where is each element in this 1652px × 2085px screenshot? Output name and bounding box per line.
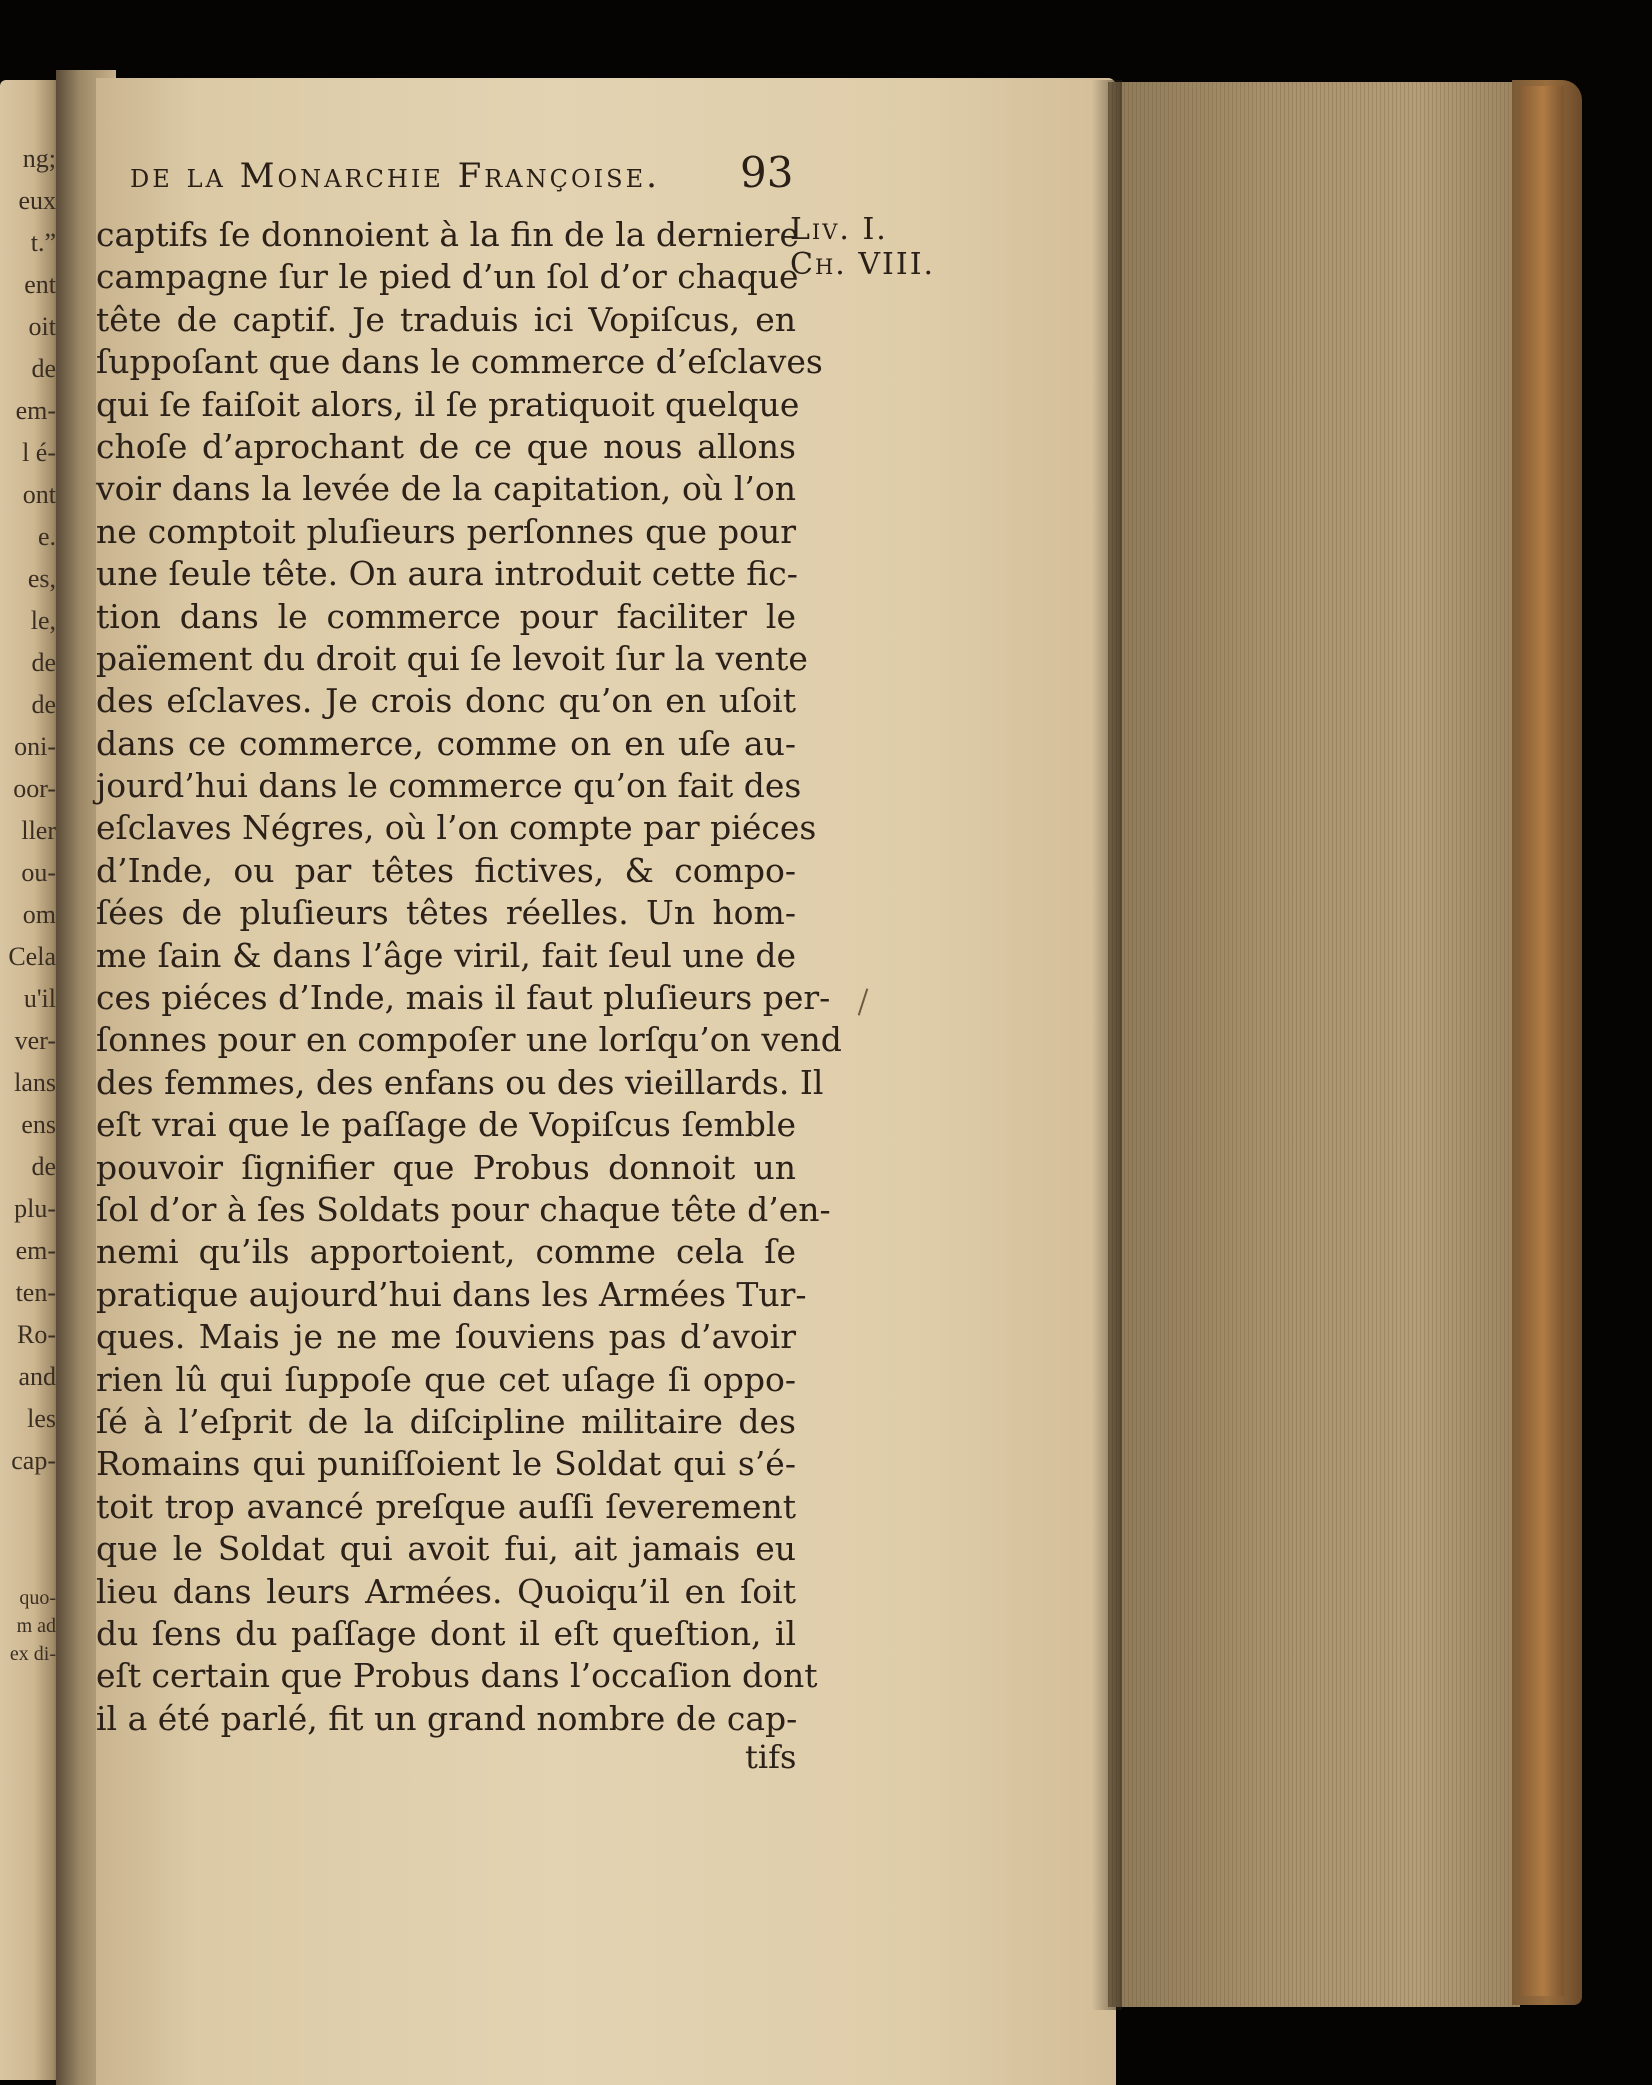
left-page-line: ont	[22, 480, 56, 509]
text-line: tête de captif. Je traduis ici Vopiſcus, en	[96, 299, 796, 339]
text-line: qui ſe faiſoit alors, il ſe pratiquoit quelque	[96, 384, 800, 424]
left-page-line: l é-	[22, 438, 56, 467]
text-line: eſclaves Négres, où l’on compte par piéces	[96, 808, 817, 848]
text-line: campagne ſur le pied d’un ſol d’or chaque	[96, 257, 799, 297]
left-page-line: t.”	[30, 228, 56, 257]
left-page-line: Cela	[8, 942, 56, 971]
marginal-chapter: Ch. VIII.	[790, 247, 936, 282]
text-line: ſées de pluſieurs têtes réelles. Un hom-	[96, 893, 796, 933]
left-page-line: de	[31, 690, 56, 719]
text-line: que le Soldat qui avoit fui, ait jamais eu	[96, 1529, 796, 1569]
left-page-line: em-	[15, 1236, 56, 1265]
text-line: toit trop avancé preſque auſſi ſeverement	[96, 1486, 796, 1526]
left-page-line: de	[31, 1152, 56, 1181]
text-line: captifs ſe donnoient à la fin de la derniere	[96, 215, 799, 254]
text-line: des femmes, des enfans ou des vieillards. Il	[96, 1062, 824, 1102]
text-line: choſe d’aprochant de ce que nous allons	[96, 426, 796, 466]
left-page-line: ex di-	[9, 1643, 56, 1665]
left-page-line: oor-	[13, 774, 56, 803]
left-page-line: and	[18, 1362, 56, 1391]
left-page-line: ou-	[21, 858, 56, 887]
left-page-line: les	[27, 1404, 56, 1433]
text-line: dans ce commerce, comme on en uſe au-	[96, 723, 796, 763]
text-line: il a été parlé, fit un grand nombre de cap-	[96, 1698, 798, 1738]
catchword: tifs	[745, 1738, 797, 1776]
left-page-line: cap-	[11, 1446, 56, 1475]
text-line: d’Inde, ou par têtes fictives, & compo-	[96, 850, 796, 890]
text-line: jourd’hui dans le commerce qu’on fait des	[96, 766, 802, 806]
marginal-book: Liv. I.	[790, 212, 888, 247]
page-header	[130, 148, 830, 208]
text-line: ne comptoit pluſieurs perſonnes que pour	[96, 511, 796, 551]
text-line: nemi qu’ils apportoient, comme cela ſe	[96, 1232, 796, 1272]
left-page-line: m ad	[16, 1615, 56, 1637]
text-line: rien lû qui ſuppoſe que cet uſage ſi oppo-	[96, 1359, 796, 1399]
left-page	[0, 80, 62, 2080]
left-page-line: ver-	[14, 1026, 56, 1055]
left-page-line: ller	[21, 816, 56, 845]
left-page-line: e.	[37, 522, 56, 551]
text-line: ſé à l’eſprit de la diſcipline militaire des	[96, 1401, 796, 1441]
text-line: eſt vrai que le paſſage de Vopiſcus ſemble	[96, 1105, 796, 1145]
text-line: Romains qui puniſſoient le Soldat qui s’é-	[96, 1444, 796, 1484]
left-page-line: quo-	[19, 1587, 56, 1609]
left-page-line: ens	[21, 1110, 56, 1139]
left-page-line: oni-	[14, 732, 56, 761]
running-title: de la Monarchie Françoise.	[130, 156, 660, 196]
text-line: ſonnes pour en compoſer une lorſqu’on vend	[96, 1020, 842, 1060]
left-page-line: lans	[14, 1068, 56, 1097]
left-page-line: eux	[18, 186, 56, 215]
text-line: pouvoir ſignifier que Probus donnoit un	[96, 1147, 796, 1187]
text-line: pratique aujourd’hui dans les Armées Tur-	[96, 1274, 807, 1314]
text-line: une ſeule tête. On aura introduit cette fic-	[96, 554, 798, 594]
text-line: me ſain & dans l’âge viril, fait ſeul une de	[96, 935, 796, 975]
left-page-line: de	[31, 648, 56, 677]
left-page-line: Ro-	[17, 1320, 56, 1349]
left-page-line: ent	[24, 270, 56, 299]
left-page-line: om	[22, 900, 56, 929]
text-line: ſuppoſant que dans le commerce d’eſclaves	[96, 342, 823, 382]
left-page-line: ng;	[22, 144, 56, 173]
text-line: tion dans le commerce pour faciliter le	[96, 596, 796, 636]
left-page-line: plu-	[14, 1194, 56, 1223]
cover-leather	[1522, 86, 1564, 1996]
text-line: eſt certain que Probus dans l’occaſion dont	[96, 1656, 818, 1696]
left-page-line: u'il	[23, 984, 56, 1013]
text-line: du ſens du paſſage dont il eſt queſtion, il	[96, 1613, 796, 1653]
left-page-line: oit	[28, 312, 56, 341]
text-line: voir dans la levée de la capitation, où l’on	[96, 469, 796, 509]
text-line: ques. Mais je ne me ſouviens pas d’avoir	[96, 1317, 796, 1357]
text-line: ſol d’or à ſes Soldats pour chaque tête d’en-	[96, 1189, 831, 1229]
left-page-line: es,	[27, 564, 56, 593]
page-number: 93	[740, 148, 794, 197]
marginal-note	[790, 212, 935, 282]
left-page-line: em-	[15, 396, 56, 425]
left-page-line: ten-	[15, 1278, 56, 1307]
text-line: païement du droit qui ſe levoit ſur la vente	[96, 638, 808, 678]
left-page-line: de	[31, 354, 56, 383]
left-page-line: le,	[30, 606, 56, 635]
page-edges	[1108, 82, 1520, 2007]
text-line: des eſclaves. Je crois donc qu’on en uſoit	[96, 681, 796, 721]
fore-edge-shadow	[1092, 80, 1122, 2010]
text-line: ces piéces d’Inde, mais il faut pluſieurs per-	[96, 978, 831, 1018]
text-line: lieu dans leurs Armées. Quoiqu’il en ſoit	[96, 1571, 796, 1611]
